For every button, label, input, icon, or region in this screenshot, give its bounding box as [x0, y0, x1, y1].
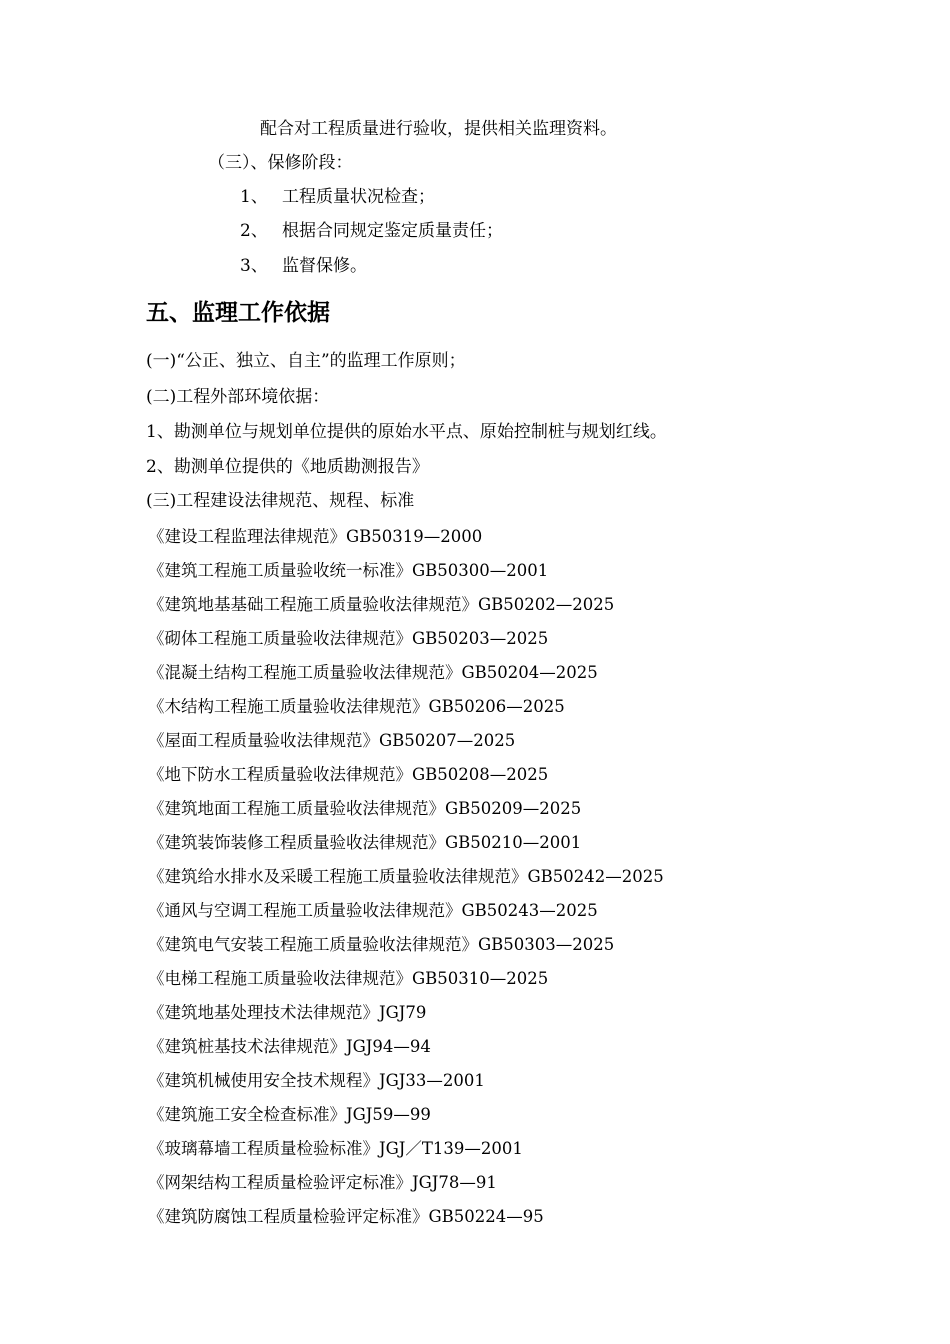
standard-item: 《建设工程监理法律规范》GB50319—2000	[148, 527, 483, 546]
standard-item: 《建筑工程施工质量验收统一标准》GB50300—2001	[148, 561, 549, 580]
standard-item: 《建筑电气安装工程施工质量验收法律规范》GB50303—2025	[148, 935, 615, 954]
section-heading: 五、监理工作依据	[146, 300, 330, 326]
warranty-item	[240, 221, 503, 241]
standard-item: 《屋面工程质量验收法律规范》GB50207—2025	[148, 731, 516, 750]
standard-item: 《建筑机械使用安全技术规程》JGJ33—2001	[148, 1071, 485, 1090]
standard-item: 《网架结构工程质量检验评定标准》JGJ78—91	[148, 1173, 497, 1192]
standard-item: 《通风与空调工程施工质量验收法律规范》GB50243—2025	[148, 901, 598, 920]
standard-item: 《建筑地基处理技术法律规范》JGJ79	[148, 1003, 427, 1022]
section-paragraph: 2、勘测单位提供的《地质勘测报告》	[146, 457, 429, 477]
warranty-item-number: 3、	[240, 256, 268, 276]
warranty-item	[240, 256, 367, 276]
warranty-item-text: 根据合同规定鉴定质量责任；	[282, 221, 503, 241]
warranty-title: （三）、保修阶段：	[208, 153, 353, 173]
warranty-item-number: 2、	[240, 221, 268, 241]
standard-item: 《建筑装饰装修工程质量验收法律规范》GB50210—2001	[148, 833, 582, 852]
standard-item: 《混凝土结构工程施工质量验收法律规范》GB50204—2025	[148, 663, 598, 682]
standard-item: 《木结构工程施工质量验收法律规范》GB50206—2025	[148, 697, 565, 716]
continuation-text: 配合对工程质量进行验收，提供相关监理资料。	[260, 119, 617, 139]
standard-item: 《地下防水工程质量验收法律规范》GB50208—2025	[148, 765, 549, 784]
warranty-item	[240, 187, 435, 207]
standard-item: 《砌体工程施工质量验收法律规范》GB50203—2025	[148, 629, 549, 648]
warranty-item-text: 监督保修。	[282, 256, 367, 276]
standard-item: 《建筑地面工程施工质量验收法律规范》GB50209—2025	[148, 799, 582, 818]
section-paragraph: 1、勘测单位与规划单位提供的原始水平点、原始控制桩与规划红线。	[146, 422, 667, 442]
standard-item: 《建筑防腐蚀工程质量检验评定标准》GB50224—95	[148, 1207, 544, 1226]
standard-item: 《电梯工程施工质量验收法律规范》GB50310—2025	[148, 969, 549, 988]
warranty-item-text: 工程质量状况检查；	[282, 187, 435, 207]
section-paragraph: (二)工程外部环境依据：	[146, 387, 330, 407]
section-paragraph: (三)工程建设法律规范、规程、标准	[146, 491, 415, 511]
standard-item: 《建筑给水排水及采暖工程施工质量验收法律规范》GB50242—2025	[148, 867, 664, 886]
standard-item: 《玻璃幕墙工程质量检验标准》JGJ／T139—2001	[148, 1139, 523, 1158]
warranty-item-number: 1、	[240, 187, 268, 207]
standard-item: 《建筑施工安全检查标准》JGJ59—99	[148, 1105, 431, 1124]
standard-item: 《建筑桩基技术法律规范》JGJ94—94	[148, 1037, 431, 1056]
standard-item: 《建筑地基基础工程施工质量验收法律规范》GB50202—2025	[148, 595, 615, 614]
section-paragraph: (一)“公正、独立、自主”的监理工作原则；	[146, 351, 466, 371]
